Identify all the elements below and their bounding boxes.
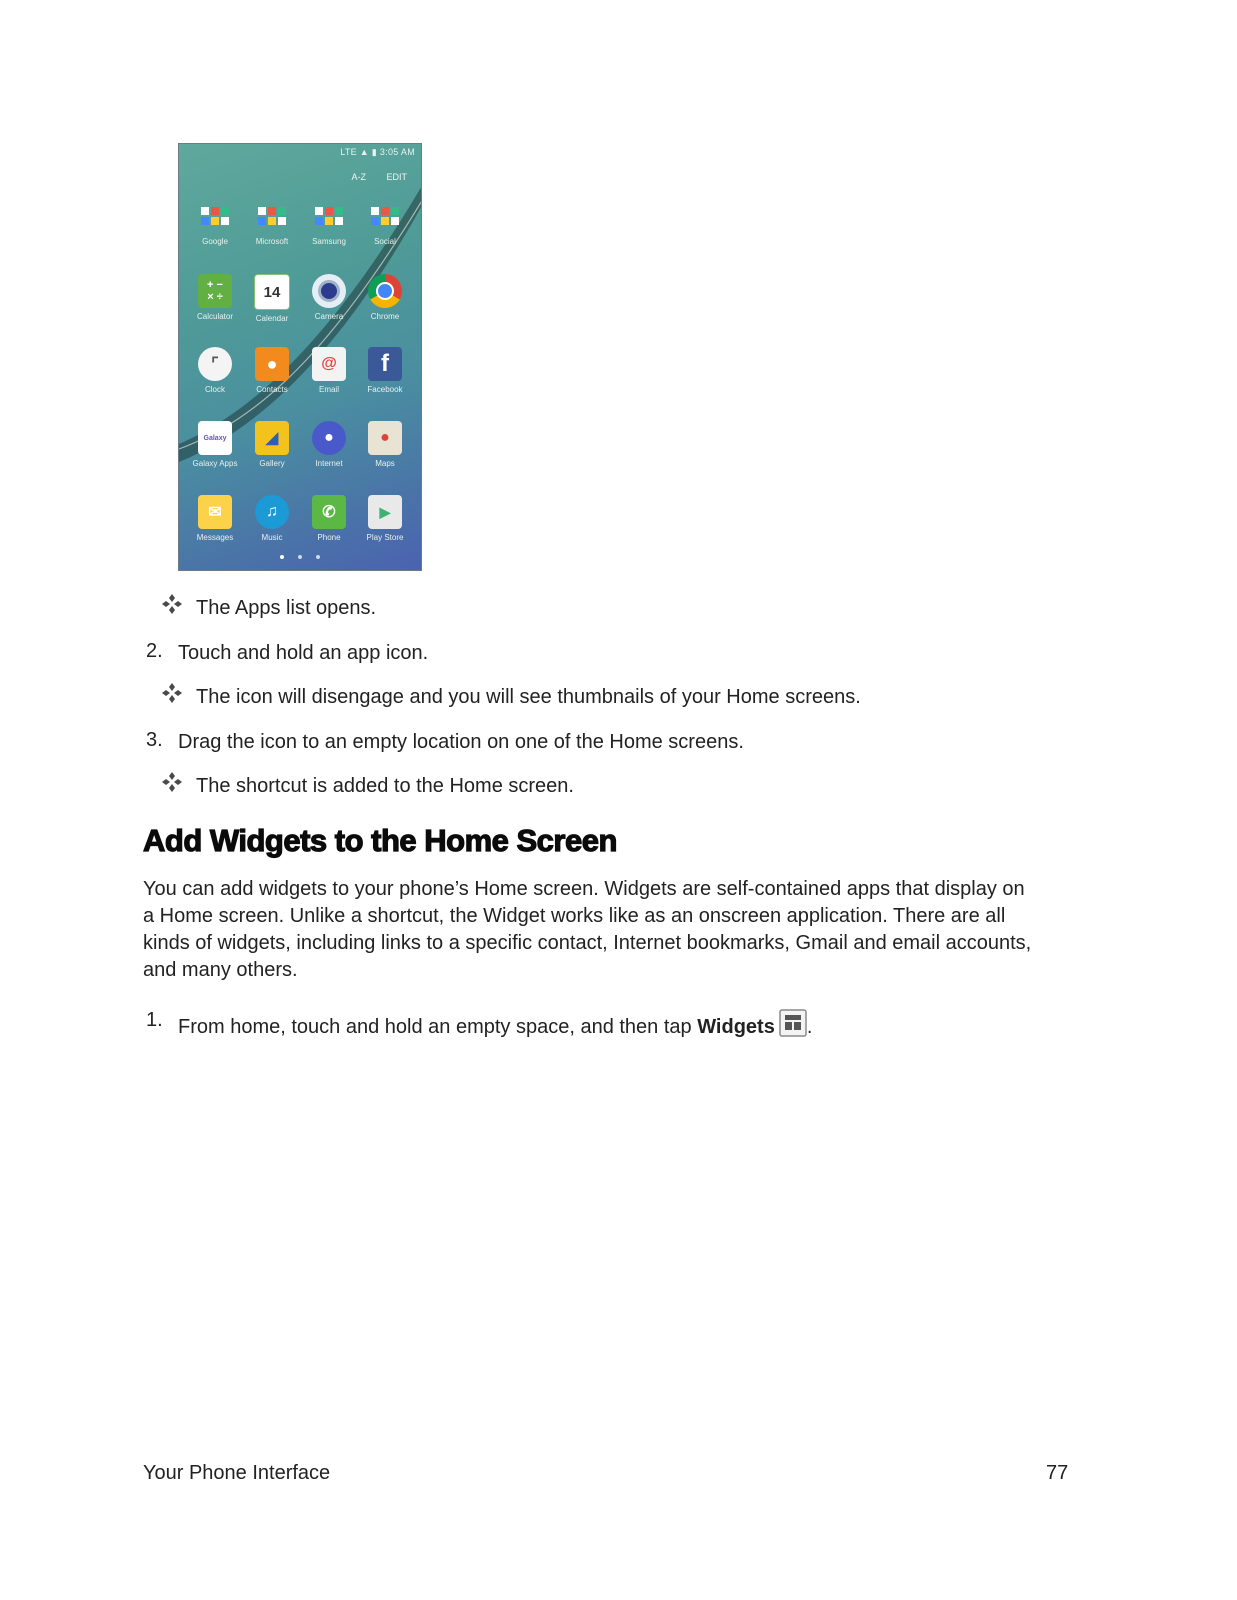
paragraph-line: kinds of widgets, including links to a specific contact, Internet bookmarks, Gmail and email accounts, xyxy=(143,932,1032,954)
app-calculator[interactable] xyxy=(187,274,243,321)
music-icon: ♫ xyxy=(255,495,289,529)
step-number-3: 3. xyxy=(146,729,163,751)
app-google[interactable] xyxy=(187,199,243,246)
galaxy-text: Galaxy xyxy=(203,434,227,442)
app-label: Camera xyxy=(314,312,344,321)
diamond-bullet-icon xyxy=(160,770,184,794)
app-label: Calendar xyxy=(255,314,289,323)
app-label: Gallery xyxy=(259,459,285,468)
camera-icon xyxy=(312,274,346,308)
app-label: Facebook xyxy=(367,385,403,394)
page-dot[interactable] xyxy=(298,555,302,559)
maps-icon: ● xyxy=(368,421,402,455)
gallery-icon: ◢ xyxy=(255,421,289,455)
step-3-text: Drag the icon to an empty location on one of the Home screens. xyxy=(178,731,744,753)
diamond-bullet-icon xyxy=(160,681,184,705)
sort-az-button[interactable]: A-Z xyxy=(351,172,366,182)
app-label: Microsoft xyxy=(255,237,289,246)
app-label: Galaxy Apps xyxy=(192,459,238,468)
clock-icon: ⌜ xyxy=(198,347,232,381)
app-label: Chrome xyxy=(370,312,400,321)
section-paragraph xyxy=(143,876,1103,984)
app-social[interactable] xyxy=(357,199,413,246)
app-label: Internet xyxy=(315,459,343,468)
step-1-text xyxy=(178,1009,812,1041)
page-dot[interactable] xyxy=(280,555,284,559)
section-title: Add Widgets to the Home Screen xyxy=(143,823,617,858)
calculator-icon: + − × ÷ xyxy=(198,274,232,308)
contacts-icon: ● xyxy=(255,347,289,381)
app-facebook[interactable] xyxy=(357,347,413,394)
app-chrome[interactable] xyxy=(357,274,413,321)
status-bar xyxy=(340,147,415,158)
app-label: Play Store xyxy=(366,533,404,542)
result-shortcut-added: The shortcut is added to the Home screen. xyxy=(196,775,574,797)
footer-chapter: Your Phone Interface xyxy=(143,1462,331,1484)
internet-icon: ● xyxy=(312,421,346,455)
page-indicator xyxy=(179,546,421,564)
calendar-icon xyxy=(254,274,290,310)
app-maps[interactable] xyxy=(357,421,413,468)
step-number-2: 2. xyxy=(146,640,163,662)
google-folder-icon xyxy=(198,199,232,233)
app-label: Phone xyxy=(317,533,341,542)
samsung-folder-icon xyxy=(312,199,346,233)
galaxy-apps-icon xyxy=(198,421,232,455)
app-phone[interactable] xyxy=(301,495,357,542)
email-icon: @ xyxy=(312,347,346,381)
facebook-icon: f xyxy=(368,347,402,381)
messages-icon: ✉ xyxy=(198,495,232,529)
status-time: 3:05 AM xyxy=(379,147,415,157)
phone-icon: ✆ xyxy=(312,495,346,529)
app-label: Social xyxy=(374,237,396,246)
signal-icon: ▲ xyxy=(359,147,369,157)
app-label: Samsung xyxy=(312,237,346,246)
edit-button[interactable]: EDIT xyxy=(386,172,407,182)
step-2-text: Touch and hold an app icon. xyxy=(178,642,429,664)
play-store-icon: ▶ xyxy=(368,495,402,529)
app-label: Google xyxy=(202,237,228,246)
app-clock[interactable] xyxy=(187,347,243,394)
app-internet[interactable] xyxy=(301,421,357,468)
app-galaxy-apps[interactable] xyxy=(187,421,243,468)
app-label: Calculator xyxy=(196,312,233,321)
network-indicator: LTE xyxy=(340,147,357,157)
step-1-period: . xyxy=(806,1016,813,1038)
app-email[interactable] xyxy=(301,347,357,394)
chrome-icon xyxy=(368,274,402,308)
app-gallery[interactable] xyxy=(244,421,300,468)
result-apps-list-opens: The Apps list opens. xyxy=(196,597,377,619)
app-label: Music xyxy=(261,533,283,542)
app-camera[interactable] xyxy=(301,274,357,321)
apps-list-screenshot xyxy=(178,143,422,571)
footer-page-number: 77 xyxy=(1046,1462,1069,1484)
app-play-store[interactable] xyxy=(357,495,413,542)
result-icon-disengage: The icon will disengage and you will see thumbnails of your Home screens. xyxy=(196,686,861,708)
app-label: Email xyxy=(318,385,339,394)
paragraph-line: and many others. xyxy=(143,959,298,981)
app-label: Contacts xyxy=(256,385,288,394)
app-music[interactable] xyxy=(244,495,300,542)
app-contacts[interactable] xyxy=(244,347,300,394)
app-label: Maps xyxy=(375,459,395,468)
paragraph-line: a Home screen. Unlike a shortcut, the Widget works like as an onscreen application. There are all xyxy=(143,905,1006,927)
calendar-day: 14 xyxy=(263,283,281,301)
app-messages[interactable] xyxy=(187,495,243,542)
paragraph-line: You can add widgets to your phone’s Home screen. Widgets are self-contained apps that display on xyxy=(143,878,1025,900)
battery-icon: ▮ xyxy=(371,147,378,157)
app-samsung[interactable] xyxy=(301,199,357,246)
step-1-instruction: From home, touch and hold an empty space, and then tap xyxy=(178,1016,698,1038)
widgets-icon xyxy=(779,1009,807,1037)
widgets-label: Widgets xyxy=(697,1016,775,1038)
app-label: Clock xyxy=(204,385,225,394)
microsoft-folder-icon xyxy=(255,199,289,233)
app-label: Messages xyxy=(196,533,234,542)
app-microsoft[interactable] xyxy=(244,199,300,246)
page-dot[interactable] xyxy=(316,555,320,559)
social-folder-icon xyxy=(368,199,402,233)
app-calendar[interactable] xyxy=(244,274,300,323)
apps-top-bar xyxy=(333,172,407,182)
diamond-bullet-icon xyxy=(160,592,184,616)
step-number-1: 1. xyxy=(146,1009,163,1031)
